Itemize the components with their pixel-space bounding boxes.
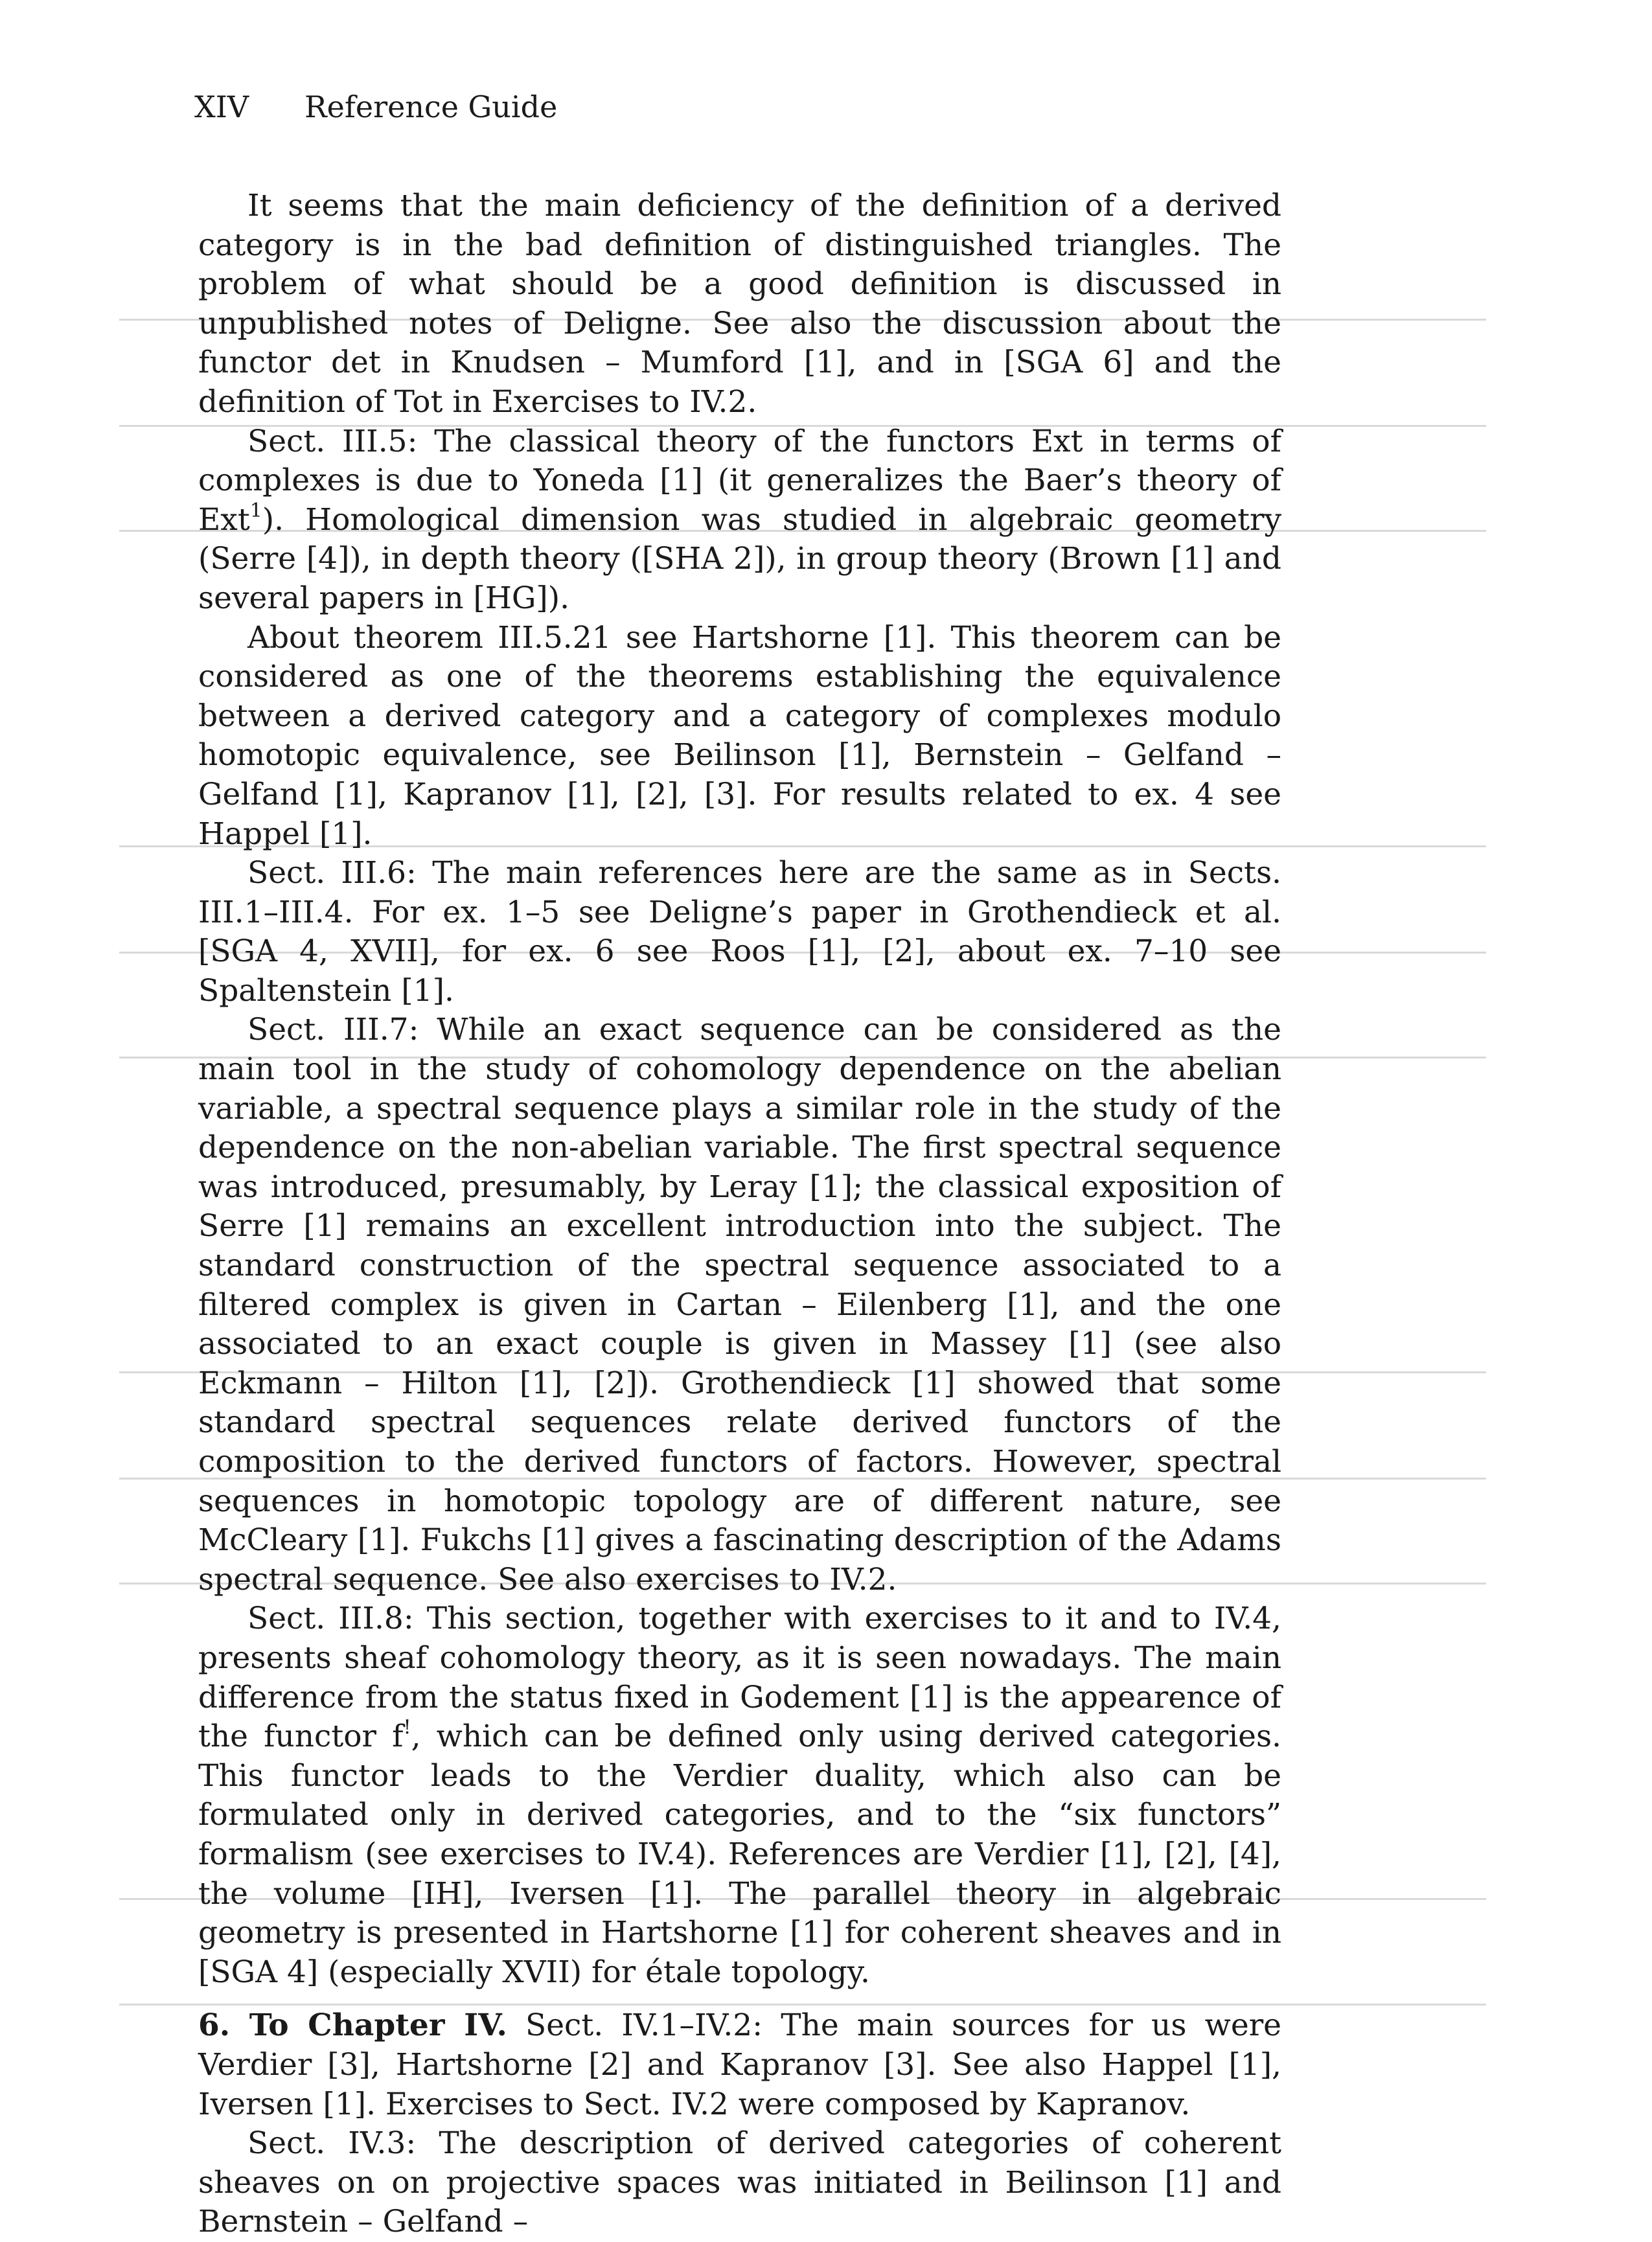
paragraph-sect-iv-3: Sect. IV.3: The description of derived categories of coherent sheaves on on projective spaces was initiated in Beilinson [1] and Bernstein – Gelfand – [198, 2125, 1281, 2240]
section-heading: 6. To Chapter IV. [198, 2008, 507, 2044]
paragraph-text: , which can be defined only using derived categories. This functor leads to the Verdier duality, which also can be formulated only in derived categories, and to the “six functors” formalism (see exercises to IV.4). References are Verdier [1], [2], [4], the volume [IH], Iversen [1]. The parallel theory in algebraic geometry is presented in Hartshorne [1] for coherent sheaves and in [SGA 4] (especially XVII) for étale topology. [198, 1719, 1282, 1990]
paragraph-sect-iii-6: Sect. III.6: The main references here are the same as in Sects. III.1–III.4. For ex. 1–5 see Deligne’s paper in Grothendieck et al. [SGA 4, XVII], for ex. 6 see Roos [1], [2], about ex. 7–10 see Spaltenstein [1]. [198, 855, 1281, 1009]
paragraph-theorem-iii-5-21: About theorem III.5.21 see Hartshorne [1]. This theorem can be considered as one of the theorems establishing the equivalence between a derived category and a category of complexes modulo homotopic equivalence, see Beilinson [1], Bernstein – Gelfand – Gelfand [1], Kapranov [1], [2], [3]. For results related to ex. 4 see Happel [1]. [198, 619, 1281, 852]
running-header [194, 89, 557, 124]
page-body [198, 187, 1281, 2242]
paragraph-derived-category-deficiency: It seems that the main deficiency of the definition of a derived category is in the bad definition of distinguished triangles. The problem of what should be a good definition is discussed in unpublished notes of Deligne. See also the discussion about the functor det in Knudsen – Mumford [1], and in [SGA 6] and the definition of Tot in Exercises to IV.2. [198, 188, 1281, 420]
paragraph-text: Sect. IV.1–IV.2: The main sources for us were Verdier [3], Hartshorne [2] and Kapranov [3]. See also Happel [1], Iversen [1]. Exercises to Sect. IV.2 were composed by Kapranov. [198, 2008, 1281, 2122]
paragraph-sect-iii-7: Sect. III.7: While an exact sequence can be considered as the main tool in the study of cohomology dependence on the abelian variable, a spectral sequence plays a similar role in the study of the dependence on the non-abelian variable. The first spectral sequence was introduced, presumably, by Leray [1]; the classical exposition of Serre [1] remains an excellent introduction into the subject. The standard construction of the spectral sequence associated to a filtered complex is given in Cartan – Eilenberg [1], and the one associated to an exact couple is given in Massey [1] (see also Eckmann – Hilton [1], [2]). Grothendieck [1] showed that some standard spectral sequences relate derived functors of the composition to the derived functors of factors. However, spectral sequences in homotopic topology are of different nature, see McCleary [1]. Fukchs [1] gives a fascinating description of the Adams spectral sequence. See also exercises to IV.2. [198, 1012, 1281, 1597]
paragraph-text: Sect. III.5: The classical theory of the functors Ext in terms of complexes is due to Yoneda [1] (it generalizes the Baer’s theory of Ext [198, 423, 1281, 538]
paragraph-text: Sect. III.8: This section, together with exercises to it and to IV.4, presents sheaf cohomology theory, as it is seen nowadays. The main difference from the status fixed in Godement [1] is the appearence of the functor f [198, 1601, 1281, 1755]
paragraph-text: ). Homological dimension was studied in algebraic geometry (Serre [4]), in depth theory ([SHA 2]), in group theory (Brown [1] and several papers in [HG]). [198, 501, 1281, 616]
page-number: XIV [194, 89, 249, 124]
running-title: Reference Guide [304, 89, 558, 124]
paragraph-sect-iii-8 [198, 1599, 1281, 1992]
superscript: ! [403, 1716, 411, 1739]
superscript: 1 [249, 499, 262, 522]
paragraph-sect-iii-5 [198, 422, 1281, 619]
section-chapter-iv [198, 2006, 1281, 2124]
